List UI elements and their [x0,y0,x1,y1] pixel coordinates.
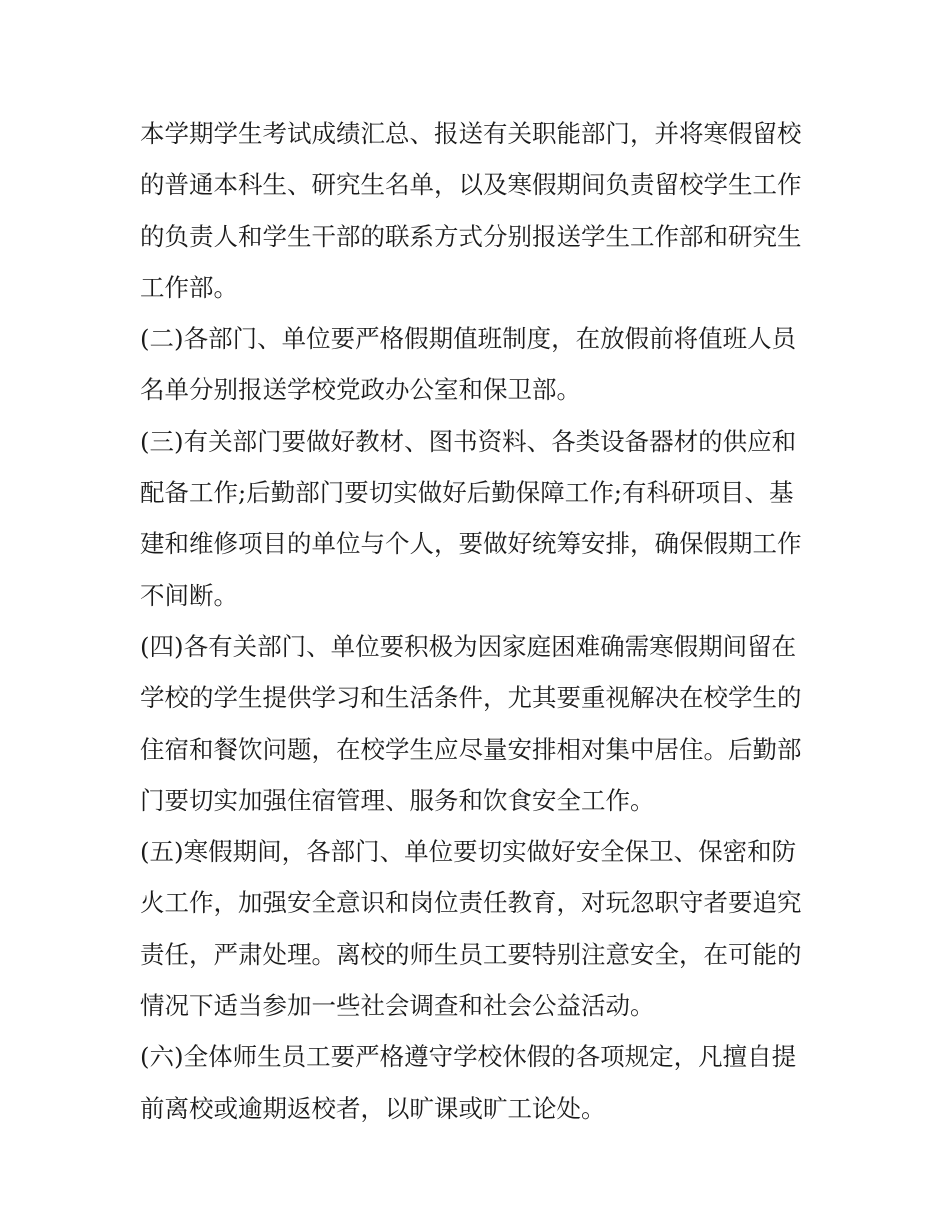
text-line: 本学期学生考试成绩汇总、报送有关职能部门，并将寒假留校 [140,119,802,148]
text-line: 情况下适当参加一些社会调查和社会公益活动。 [140,991,655,1021]
text-line: 工作部。 [140,272,238,302]
text-line: (三)有关部门要做好教材、图书资料、各类设备器材的供应和 [140,426,797,456]
text-line: 火工作，加强安全意识和岗位责任教育，对玩忽职守者要追究 [140,888,802,918]
text-line: 前离校或逾期返校者，以旷课或旷工论处。 [140,1093,606,1123]
document-body [140,108,820,1134]
text-line: 建和维修项目的单位与个人，要做好统筹安排，确保假期工作 [140,529,802,559]
text-line: 配备工作;后勤部门要切实做好后勤保障工作;有科研项目、基 [140,478,794,508]
text-line: 的普通本科生、研究生名单，以及寒假期间负责留校学生工作 [140,170,802,200]
text-line: 责任，严肃处理。离校的师生员工要特别注意安全，在可能的 [140,939,802,969]
text-line: (六)全体师生员工要严格遵守学校休假的各项规定，凡擅自提 [140,1042,797,1072]
text-line: 不间断。 [140,580,238,610]
text-line: 门要切实加强住宿管理、服务和饮食安全工作。 [140,785,655,815]
text-line: (二)各部门、单位要严格假期值班制度，在放假前将值班人员 [140,324,797,354]
text-line: (五)寒假期间，各部门、单位要切实做好安全保卫、保密和防 [140,837,797,867]
text-line: (四)各有关部门、单位要积极为因家庭困难确需寒假期间留在 [140,631,797,661]
text-line: 学校的学生提供学习和生活条件，尤其要重视解决在校学生的 [140,683,802,713]
text-line: 住宿和餐饮问题，在校学生应尽量安排相对集中居住。后勤部 [140,734,802,764]
text-line: 的负责人和学生干部的联系方式分别报送学生工作部和研究生 [140,221,802,251]
text-line: 名单分别报送学校党政办公室和保卫部。 [140,375,581,405]
